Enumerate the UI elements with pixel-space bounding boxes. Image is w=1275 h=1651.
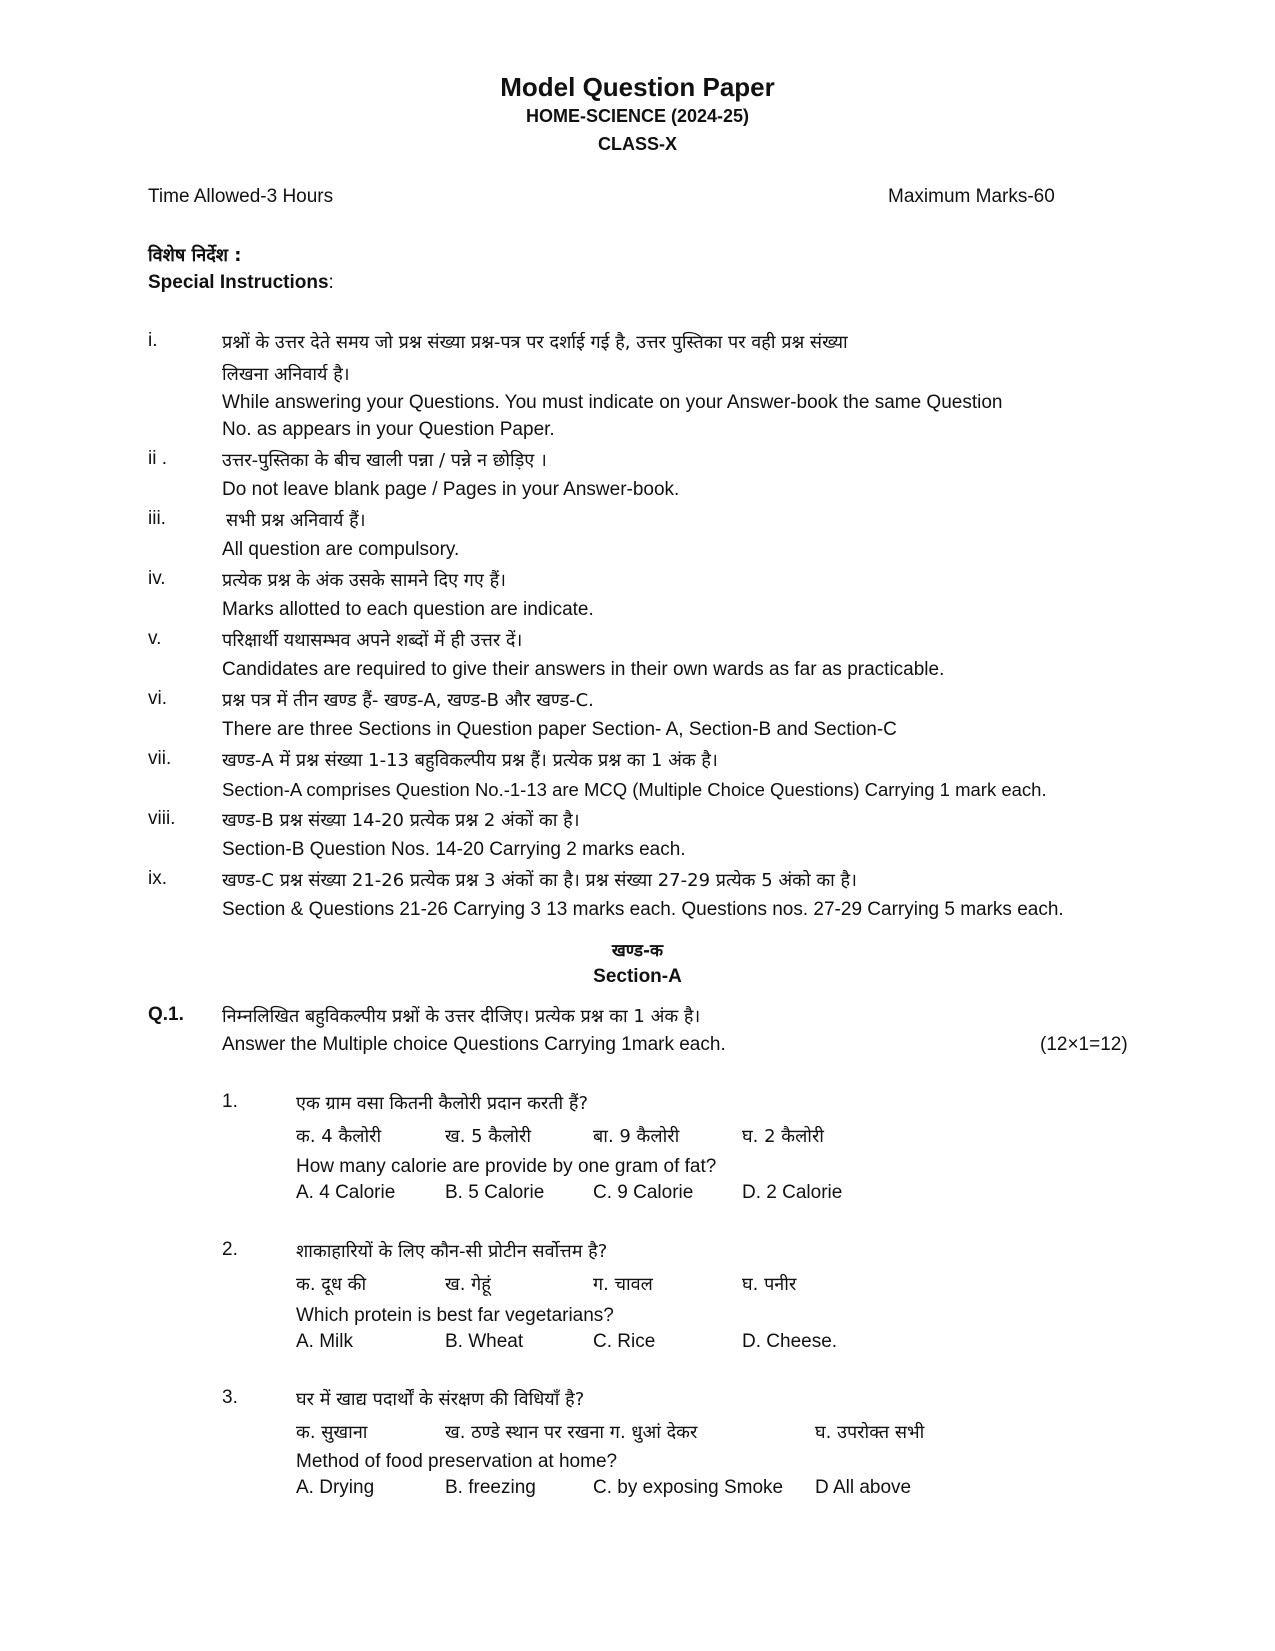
instruction-hindi: प्रश्न पत्र में तीन खण्ड हैं- खण्ड-A, खण्ड-B और खण्ड-C.: [222, 690, 594, 711]
instruction-english: There are three Sections in Question paper Section- A, Section-B and Section-C: [222, 719, 897, 740]
instruction-hindi: परिक्षार्थी यथासम्भव अपने शब्दों में ही उत्तर दें।: [222, 630, 523, 651]
mcq-option-hindi: घ. 2 कैलोरी: [742, 1126, 824, 1147]
mcq-question-hindi: शाकाहारियों के लिए कौन-सी प्रोटीन सर्वोत्तम है?: [296, 1241, 608, 1262]
instruction-hindi: प्रश्नों के उत्तर देते समय जो प्रश्न संख्या प्रश्न-पत्र पर दर्शाई गई है, उत्तर पुस्तिका पर वही प्रश्न संख्या: [222, 332, 848, 353]
instruction-english: Section-A comprises Question No.-1-13 are MCQ (Multiple Choice Questions) Carrying 1 mark each.: [222, 779, 1047, 800]
mcq-option-english: D All above: [815, 1477, 912, 1498]
time-allowed: Time Allowed-3 Hours: [148, 186, 334, 207]
instruction-english: All question are compulsory.: [222, 539, 460, 560]
mcq-option-hindi: घ. पनीर: [742, 1274, 797, 1295]
mcq-option-hindi: क. सुखाना: [296, 1422, 368, 1443]
instruction-number: vii.: [148, 748, 172, 769]
instruction-number: ix.: [148, 868, 167, 889]
mcq-option-hindi: ख. 5 कैलोरी: [445, 1126, 532, 1147]
instructions-heading-english: Special Instructions: [148, 272, 329, 293]
instruction-english: Marks allotted to each question are indicate.: [222, 599, 594, 620]
mcq-question-hindi: एक ग्राम वसा कितनी कैलोरी प्रदान करती हैं?: [296, 1093, 589, 1114]
mcq-option-english: A. 4 Calorie: [296, 1182, 396, 1203]
instructions-heading-colon: :: [328, 272, 334, 293]
mcq-option-hindi: ख. गेहूं: [445, 1274, 491, 1295]
instruction-hindi: खण्ड-C प्रश्न संख्या 21-26 प्रत्येक प्रश्न 3 अंकों का है। प्रश्न संख्या 27-29 प्रत्येक 5 अंको का है।: [222, 870, 857, 891]
instructions-heading: [148, 272, 334, 294]
instruction-number: i.: [148, 330, 158, 351]
instruction-number: iii.: [148, 508, 166, 529]
instruction-number: viii.: [148, 808, 176, 829]
mcq-option-hindi: क. 4 कैलोरी: [296, 1126, 382, 1147]
question-label: Q.1.: [148, 1004, 184, 1025]
paper-subject: HOME-SCIENCE (2024-25): [525, 106, 750, 126]
instructions-heading-hindi: विशेष निर्देश :: [148, 245, 242, 266]
instruction-english: Section-B Question Nos. 14-20 Carrying 2 marks each.: [222, 839, 686, 860]
instruction-number: iv.: [148, 568, 166, 589]
mcq-option-english: C. 9 Calorie: [593, 1182, 694, 1203]
question-english: Answer the Multiple choice Questions Carrying 1mark each.: [222, 1034, 726, 1055]
question-hindi: निम्नलिखित बहुविकल्पीय प्रश्नों के उत्तर दीजिए। प्रत्येक प्रश्न का 1 अंक है।: [222, 1006, 701, 1027]
mcq-question-english: Which protein is best far vegetarians?: [296, 1305, 614, 1326]
instruction-english: While answering your Questions. You must indicate on your Answer-book the same Question: [222, 392, 1003, 413]
mcq-option-english: C. by exposing Smoke: [593, 1477, 784, 1498]
instruction-hindi: खण्ड-A में प्रश्न संख्या 1-13 बहुविकल्पीय प्रश्न हैं। प्रत्येक प्रश्न का 1 अंक है।: [222, 750, 718, 771]
paper-title: Model Question Paper: [500, 72, 775, 102]
instruction-english: Section & Questions 21-26 Carrying 3 13 marks each. Questions nos. 27-29 Carrying 5 marks each.: [222, 899, 1064, 920]
mcq-option-english: C. Rice: [593, 1331, 656, 1352]
instruction-hindi: सभी प्रश्न अनिवार्य हैं।: [226, 510, 366, 531]
mcq-option-english: D. 2 Calorie: [742, 1182, 843, 1203]
instruction-english: No. as appears in your Question Paper.: [222, 419, 555, 440]
instruction-hindi: लिखना अनिवार्य है।: [222, 364, 350, 385]
mcq-option-english: B. Wheat: [445, 1331, 524, 1352]
mcq-option-english: B. freezing: [445, 1477, 536, 1498]
mcq-option-hindi: क. दूध की: [296, 1274, 367, 1295]
mcq-option-english: A. Milk: [296, 1331, 353, 1352]
mcq-option-english: B. 5 Calorie: [445, 1182, 545, 1203]
instruction-number: vi.: [148, 688, 167, 709]
question-marks: (12×1=12): [1040, 1034, 1128, 1055]
mcq-option-hindi: ख. ठण्डे स्थान पर रखना ग. धुआं देकर: [445, 1422, 698, 1443]
instruction-english: Candidates are required to give their answers in their own wards as far as practicable.: [222, 659, 945, 680]
instruction-number: ii .: [148, 448, 167, 469]
mcq-question-hindi: घर में खाद्य पदार्थों के संरक्षण की विधियाँ है?: [296, 1389, 585, 1410]
section-heading-english: Section-A: [593, 966, 682, 987]
section-heading-hindi: खण्ड-क: [611, 941, 664, 961]
instruction-hindi: उत्तर-पुस्तिका के बीच खाली पन्ना / पन्ने न छोड़िए ।: [222, 450, 547, 471]
mcq-option-english: D. Cheese.: [742, 1331, 838, 1352]
mcq-question-english: How many calorie are provide by one gram of fat?: [296, 1156, 717, 1177]
instruction-hindi: खण्ड-B प्रश्न संख्या 14-20 प्रत्येक प्रश्न 2 अंकों का है।: [222, 810, 580, 831]
mcq-option-hindi: घ. उपरोक्त सभी: [815, 1422, 925, 1443]
mcq-number: 3.: [222, 1387, 238, 1408]
paper-class: CLASS-X: [597, 134, 677, 154]
mcq-number: 1.: [222, 1091, 238, 1112]
mcq-number: 2.: [222, 1239, 238, 1260]
instruction-english: Do not leave blank page / Pages in your Answer-book.: [222, 479, 680, 500]
maximum-marks: Maximum Marks-60: [888, 186, 1055, 207]
instruction-number: v.: [148, 628, 162, 649]
mcq-option-english: A. Drying: [296, 1477, 375, 1498]
instruction-hindi: प्रत्येक प्रश्न के अंक उसके सामने दिए गए हैं।: [222, 570, 506, 591]
mcq-question-english: Method of food preservation at home?: [296, 1451, 618, 1472]
mcq-option-hindi: बा. 9 कैलोरी: [593, 1126, 680, 1147]
mcq-option-hindi: ग. चावल: [593, 1274, 653, 1295]
